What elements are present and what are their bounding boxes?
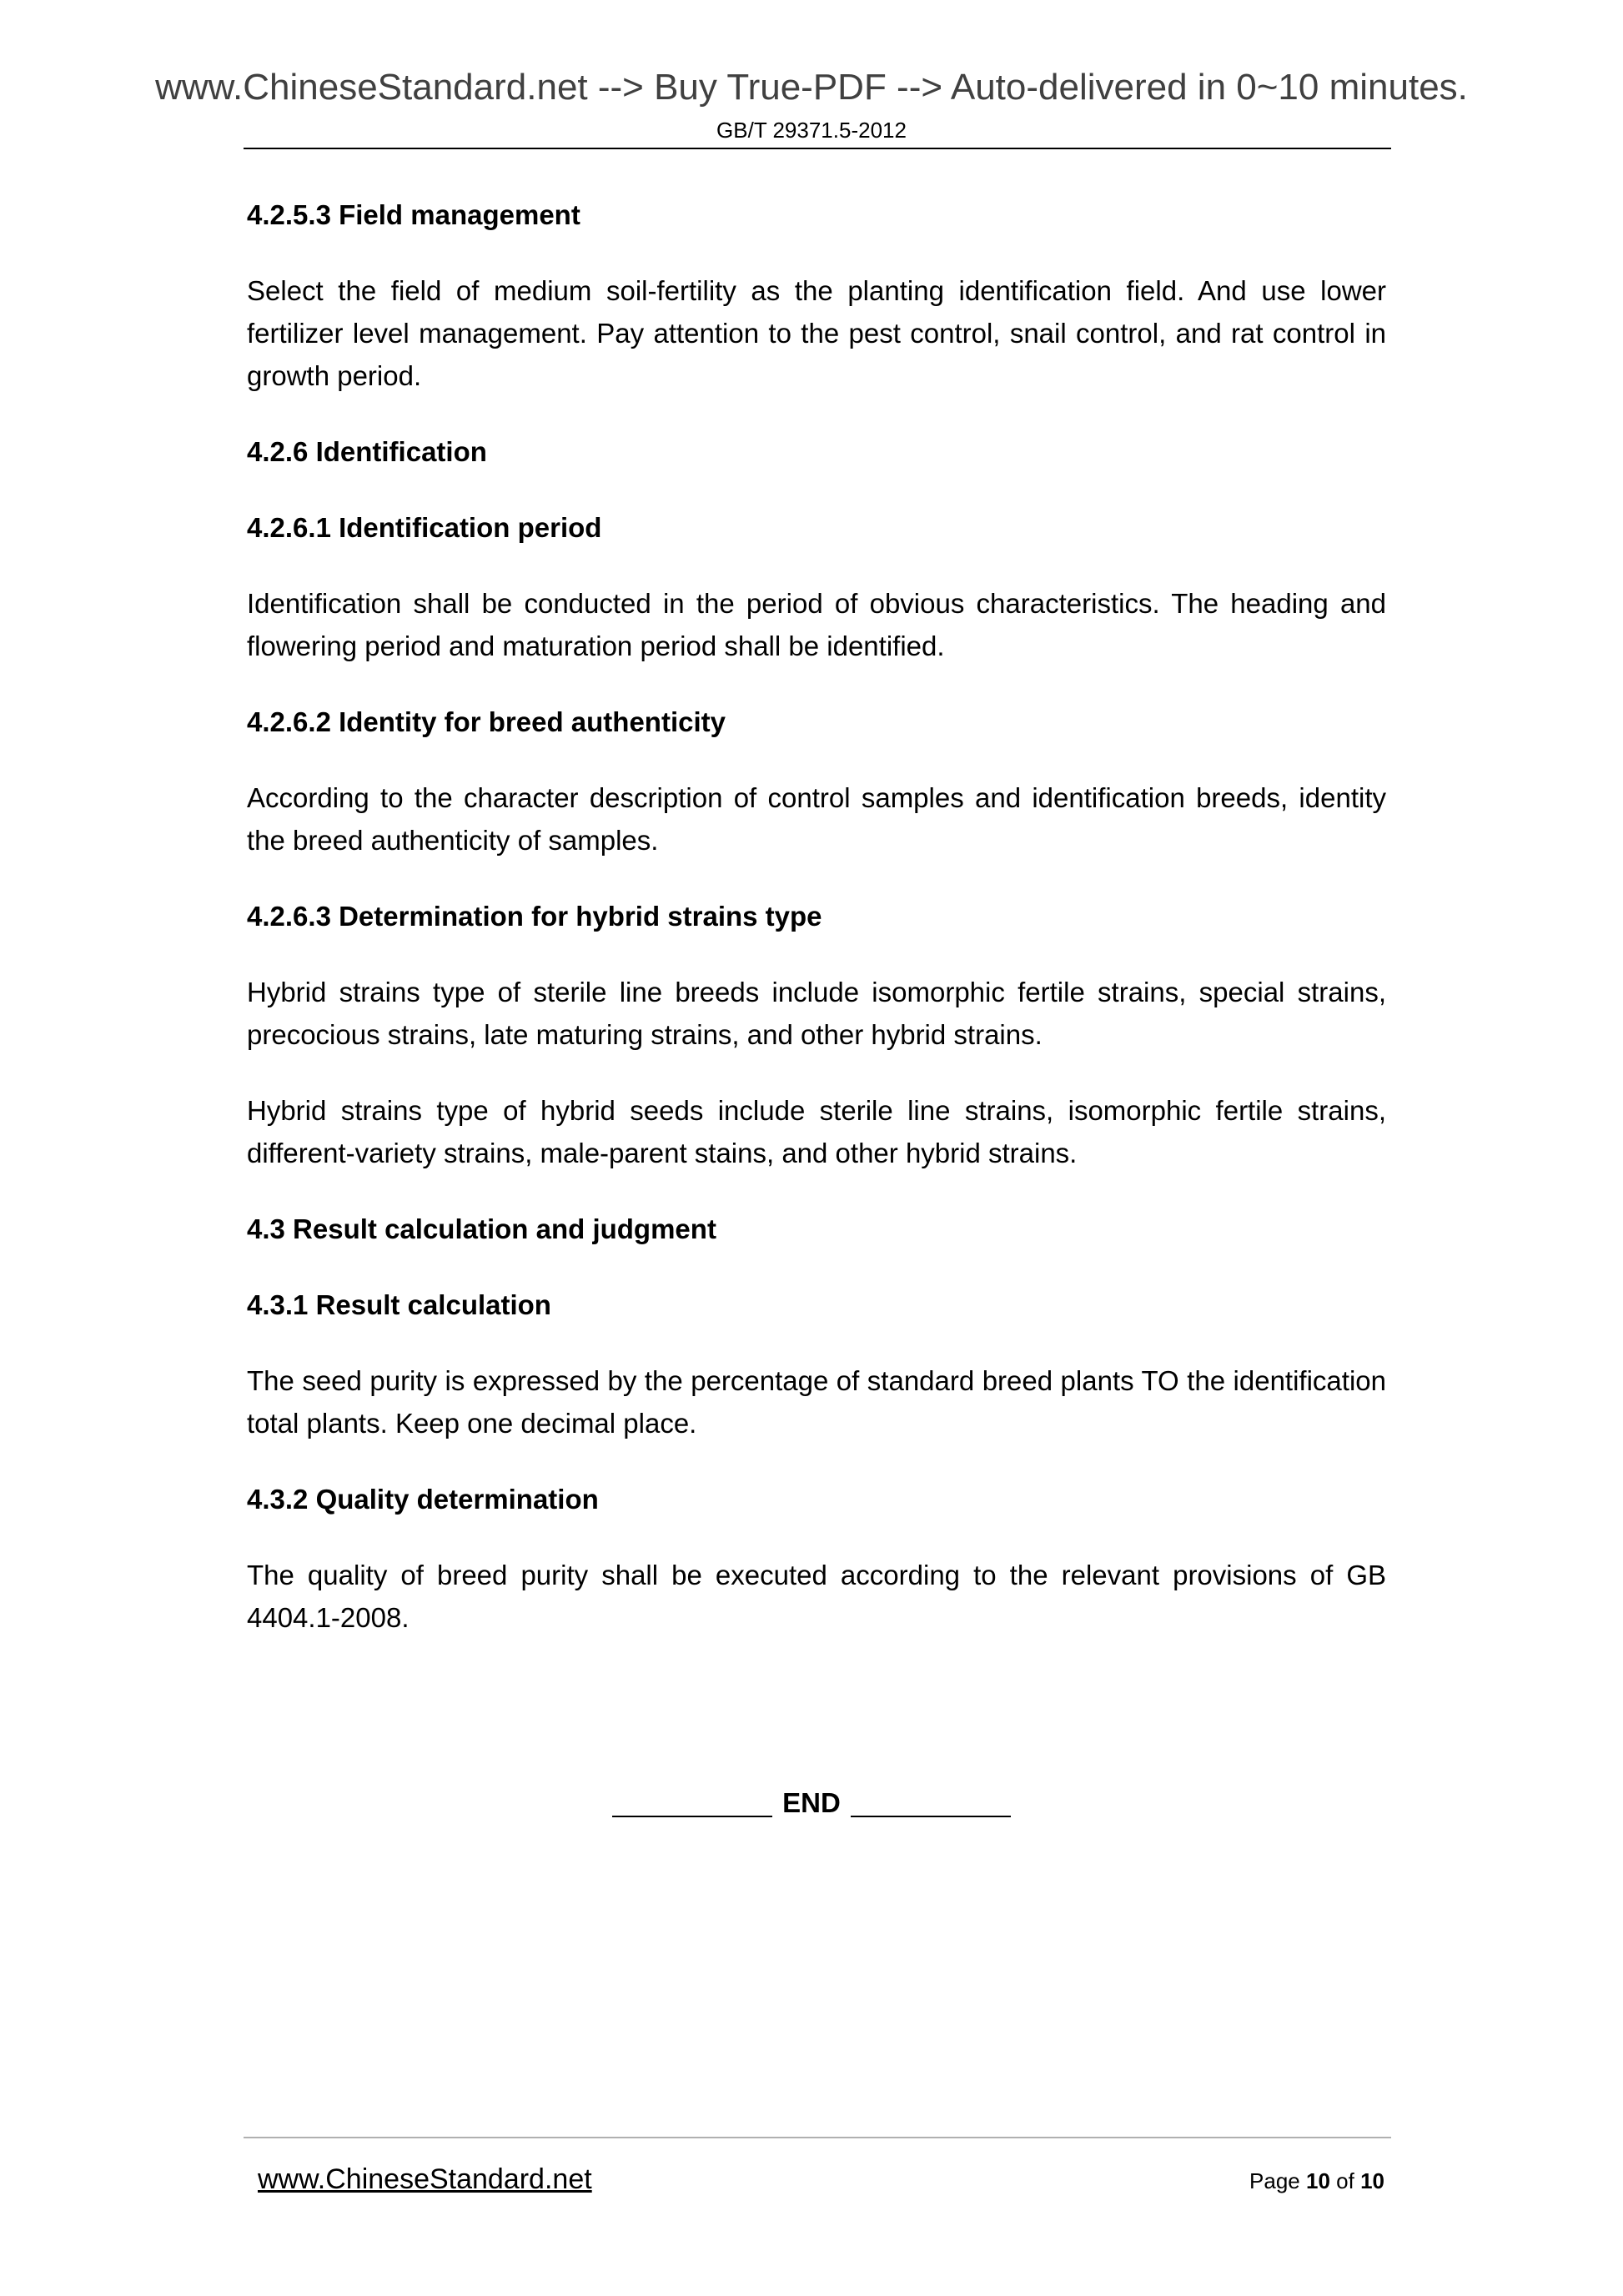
section-identification — [247, 430, 1386, 473]
footer-divider — [244, 2137, 1391, 2138]
section-heading: 4.3.2 Quality determination — [247, 1484, 599, 1515]
section-paragraph: Select the field of medium soil-fertility as the planting identification field. And use lower fertilizer level management. Pay attention to the pest control, snail control, and rat control in growth period. — [247, 275, 1386, 391]
section-paragraph: Hybrid strains type of sterile line breeds include isomorphic fertile strains, special strains, precocious strains, late maturing strains, and other hybrid strains. — [247, 977, 1386, 1050]
end-text: END — [782, 1787, 841, 1818]
standard-code: GB/T 29371.5-2012 — [716, 118, 907, 143]
section-paragraph: According to the character description of control samples and identification breeds, identity the breed authenticity of samples. — [247, 782, 1386, 856]
current-page: 10 — [1306, 2168, 1330, 2193]
section-paragraph: The seed purity is expressed by the percentage of standard breed plants TO the identification total plants. Keep one decimal place. — [247, 1365, 1386, 1439]
section-paragraph: Identification shall be conducted in the period of obvious characteristics. The heading and flowering period and maturation period shall be identified. — [247, 588, 1386, 661]
section-identification-period — [247, 506, 1386, 667]
section-field-management — [247, 193, 1386, 397]
section-paragraph: Hybrid strains type of hybrid seeds include sterile line strains, isomorphic fertile strains, different-variety strains, male-parent stains, and other hybrid strains. — [247, 1095, 1386, 1168]
section-heading: 4.3.1 Result calculation — [247, 1289, 551, 1320]
end-rule-right — [851, 1816, 1011, 1817]
document-body — [247, 193, 1386, 1672]
section-heading: 4.2.5.3 Field management — [247, 199, 580, 230]
end-rule-left — [612, 1816, 772, 1817]
footer-website-link[interactable]: www.ChineseStandard.net — [258, 2163, 592, 2195]
of-word: of — [1336, 2168, 1354, 2193]
header-divider — [244, 148, 1391, 149]
page-word: Page — [1249, 2168, 1300, 2193]
section-quality-determination — [247, 1478, 1386, 1639]
section-paragraph: The quality of breed purity shall be executed according to the relevant provisions of GB 4404.1-2008. — [247, 1560, 1386, 1633]
section-heading: 4.3 Result calculation and judgment — [247, 1213, 716, 1244]
section-heading: 4.2.6.1 Identification period — [247, 512, 602, 543]
section-heading: 4.2.6 Identification — [247, 436, 487, 467]
section-breed-authenticity — [247, 701, 1386, 862]
section-heading: 4.2.6.2 Identity for breed authenticity — [247, 706, 726, 737]
end-marker — [0, 1783, 1623, 1823]
purchase-banner[interactable]: www.ChineseStandard.net --> Buy True-PDF --> Auto-delivered in 0~10 minutes. — [155, 67, 1468, 108]
total-pages: 10 — [1360, 2168, 1384, 2193]
section-heading: 4.2.6.3 Determination for hybrid strains type — [247, 901, 822, 932]
section-hybrid-strains-type — [247, 895, 1386, 1174]
section-result-calculation — [247, 1284, 1386, 1444]
page-indicator — [1249, 2167, 1384, 2195]
section-result-calculation-judgment — [247, 1208, 1386, 1250]
